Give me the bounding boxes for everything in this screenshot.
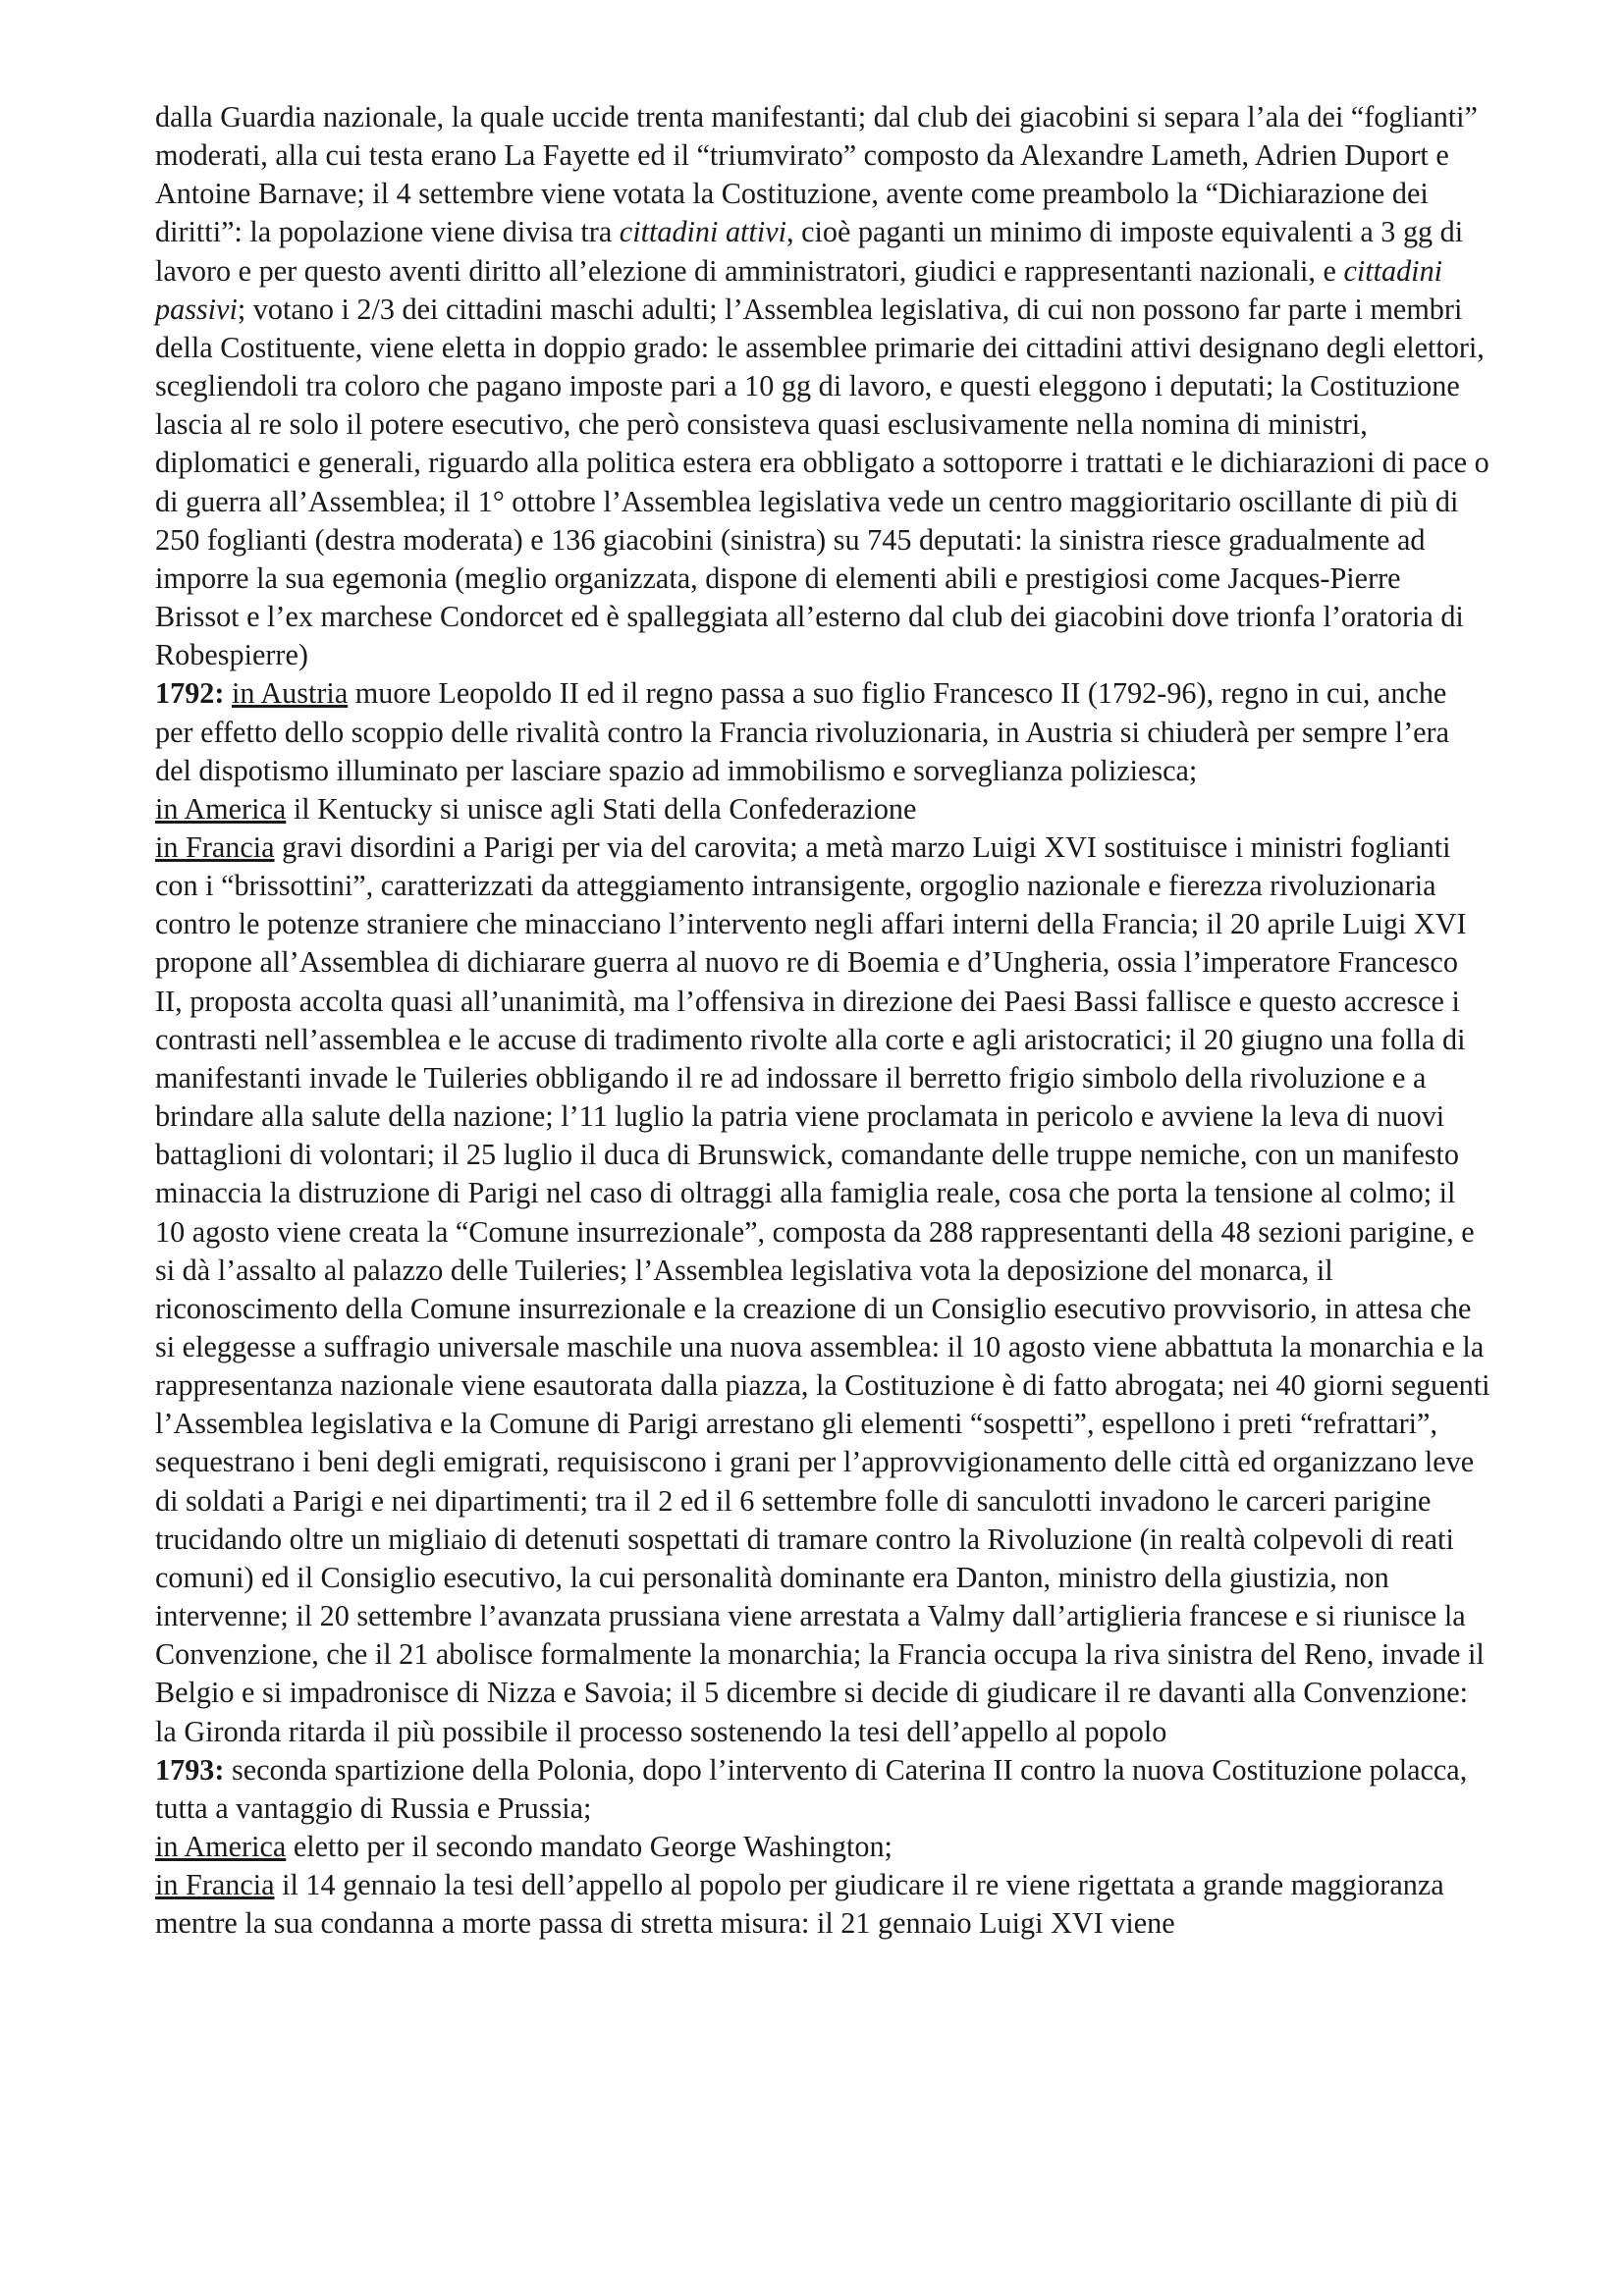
document-page xyxy=(155,98,1490,1944)
text-segment: il 14 gennaio la tesi dell’appello al popolo per giudicare il re viene rigettata a grande maggioranza mentre la sua condanna a morte passa di stretta misura: il 21 gennaio Luigi XVI viene xyxy=(155,1868,1444,1941)
paragraph xyxy=(155,1828,1490,1866)
place-label: in Austria xyxy=(231,676,349,711)
document-body xyxy=(155,98,1490,1944)
year-heading: 1793: xyxy=(155,1752,225,1787)
text-segment: gravi disordini a Parigi per via del carovita; a metà marzo Luigi XVI sostituisce i ministri foglianti con i “brissottini”, caratterizzati da atteggiamento intransigente, orgoglio nazionale e fierezza rivoluzionaria contro le potenze straniere che minacciano l’intervento negli affari interni della Francia; il 20 aprile Luigi XVI propone all’Assemblea di dichiarare guerra al nuovo re di Boemia e d’Ungheria, ossia l’imperatore Francesco II, proposta accolta quasi all’unanimità, ma l’offensiva in direzione dei Paesi Bassi fallisce e questo accresce i contrasti nell’assemblea e le accuse di tradimento rivolte alla corte e agli aristocratici; il 20 giugno una folla di manifestanti invade le Tuileries obbligando il re ad indossare il berretto frigio simbolo della rivoluzione e a brindare alla salute della nazione; l’11 luglio la patria viene proclamata in pericolo e avviene la leva di nuovi battaglioni di volontari; il 25 luglio il duca di Brunswick, comandante delle truppe nemiche, con un manifesto minaccia la distruzione di Parigi nel caso di oltraggi alla famiglia reale, cosa che porta la tensione al colmo; il 10 agosto viene creata la “Comune insurrezionale”, composta da 288 rappresentanti della 48 sezioni parigine, e si dà l’assalto al palazzo delle Tuileries; l’Assemblea legislativa vota la deposizione del monarca, il riconoscimento della Comune insurrezionale e la creazione di un Consiglio esecutivo provvisorio, in attesa che si eleggesse a suffragio universale maschile una nuova assemblea: il 10 agosto viene abbattuta la monarchia e la rappresentanza nazionale viene esautorata dalla piazza, la Costituzione è di fatto abrogata; nei 40 giorni seguenti l’Assemblea legislativa e la Comune di Parigi arrestano gli elementi “sospetti”, espellono i preti “refrattari”, sequestrano i beni degli emigrati, requisiscono i grani per l’approvvigionamento delle città ed organizzano leve di soldati a Parigi e nei dipartimenti; tra il 2 ed il 6 settembre folle di sanculotti invadono le carceri parigine trucidando oltre un migliaio di detenuti sospettati di tramare contro la Rivoluzione (in realtà colpevoli di reati comuni) ed il Consiglio esecutivo, la cui personalità dominante era Danton, ministro della giustizia, non intervenne; il 20 settembre l’avanzata prussiana viene arrestata a Valmy dall’artiglieria francese e si riunisce la Convenzione, che il 21 abolisce formalmente la monarchia; la Francia occupa la riva sinistra del Reno, invade il Belgio e si impadronisce di Nizza e Savoia; il 5 dicembre si decide di giudicare il re davanti alla Convenzione: la Gironda ritarda il più possibile il processo sostenendo la tesi dell’appello al popolo xyxy=(155,829,1490,1748)
text-segment: dalla Guardia nazionale, la quale uccide trenta manifestanti; dal club dei giacobini si separa l’ala dei “foglianti” moderati, alla cui testa erano La Fayette ed il “triumvirato” composto da Alexandre Lameth, Adrien Duport e Antoine Barnave; il 4 settembre viene votata la Costituzione, avente come preambolo la “Dichiarazione dei diritti”: la popolazione viene divisa tra xyxy=(155,100,1478,249)
text-segment: muore Leopoldo II ed il regno passa a suo figlio Francesco II (1792-96), regno in cui, anche per effetto dello scoppio delle rivalità contro la Francia rivoluzionaria, in Austria si chiuderà per sempre l’era del dispotismo illuminato per lasciare spazio ad immobilismo e sorveglianza poliziesca; xyxy=(155,676,1449,787)
text-segment: , cioè paganti un minimo di imposte equivalenti a 3 gg di lavoro e per questo aventi diritto all’elezione di amministratori, giudici e rappresentanti nazionali, e xyxy=(155,215,1464,288)
text-segment: il Kentucky si unisce agli Stati della Confederazione xyxy=(286,791,917,826)
paragraph xyxy=(155,1866,1490,1943)
text-segment: eletto per il secondo mandato George Washington; xyxy=(286,1830,893,1864)
year-heading: 1792: xyxy=(155,676,225,711)
text-segment: seconda spartizione della Polonia, dopo l’intervento di Caterina II contro la nuova Costituzione polacca, tutta a vantaggio di Russia e Prussia; xyxy=(155,1752,1468,1825)
place-label: in America xyxy=(155,791,287,826)
paragraph xyxy=(155,790,1490,828)
italic-term: cittadini passivi xyxy=(155,253,1443,326)
place-label: in Francia xyxy=(155,829,275,864)
place-label: in Francia xyxy=(155,1868,275,1902)
text-segment xyxy=(224,676,232,710)
text-segment: ; votano i 2/3 dei cittadini maschi adulti; l’Assemblea legislativa, di cui non possono far parte i membri della Costituente, viene eletta in doppio grado: le assemblee primarie dei cittadini attivi designano degli elettori, scegliendoli tra coloro che pagano imposte pari a 10 gg di lavoro, e questi eleggono i deputati; la Costituzione lascia al re solo il potere esecutivo, che però consisteva quasi esclusivamente nella nomina di ministri, diplomatici e generali, riguardo alla politica estera era obbligato a sottoporre i trattati e le dichiarazioni di pace o di guerra all’Assemblea; il 1° ottobre l’Assemblea legislativa vede un centro maggioritario oscillante di più di 250 foglianti (destra moderata) e 136 giacobini (sinistra) su 745 deputati: la sinistra riesce gradualmente ad imporre la sua egemonia (meglio organizzata, dispone di elementi abili e prestigiosi come Jacques-Pierre Brissot e l’ex marchese Condorcet ed è spalleggiata all’esterno dal club dei giacobini dove trionfa l’oratoria di Robespierre) xyxy=(155,292,1489,672)
italic-term: cittadini attivi xyxy=(619,215,786,249)
place-label: in America xyxy=(155,1830,287,1864)
paragraph xyxy=(155,1751,1490,1828)
paragraph xyxy=(155,98,1490,674)
paragraph xyxy=(155,828,1490,1751)
paragraph xyxy=(155,674,1490,789)
